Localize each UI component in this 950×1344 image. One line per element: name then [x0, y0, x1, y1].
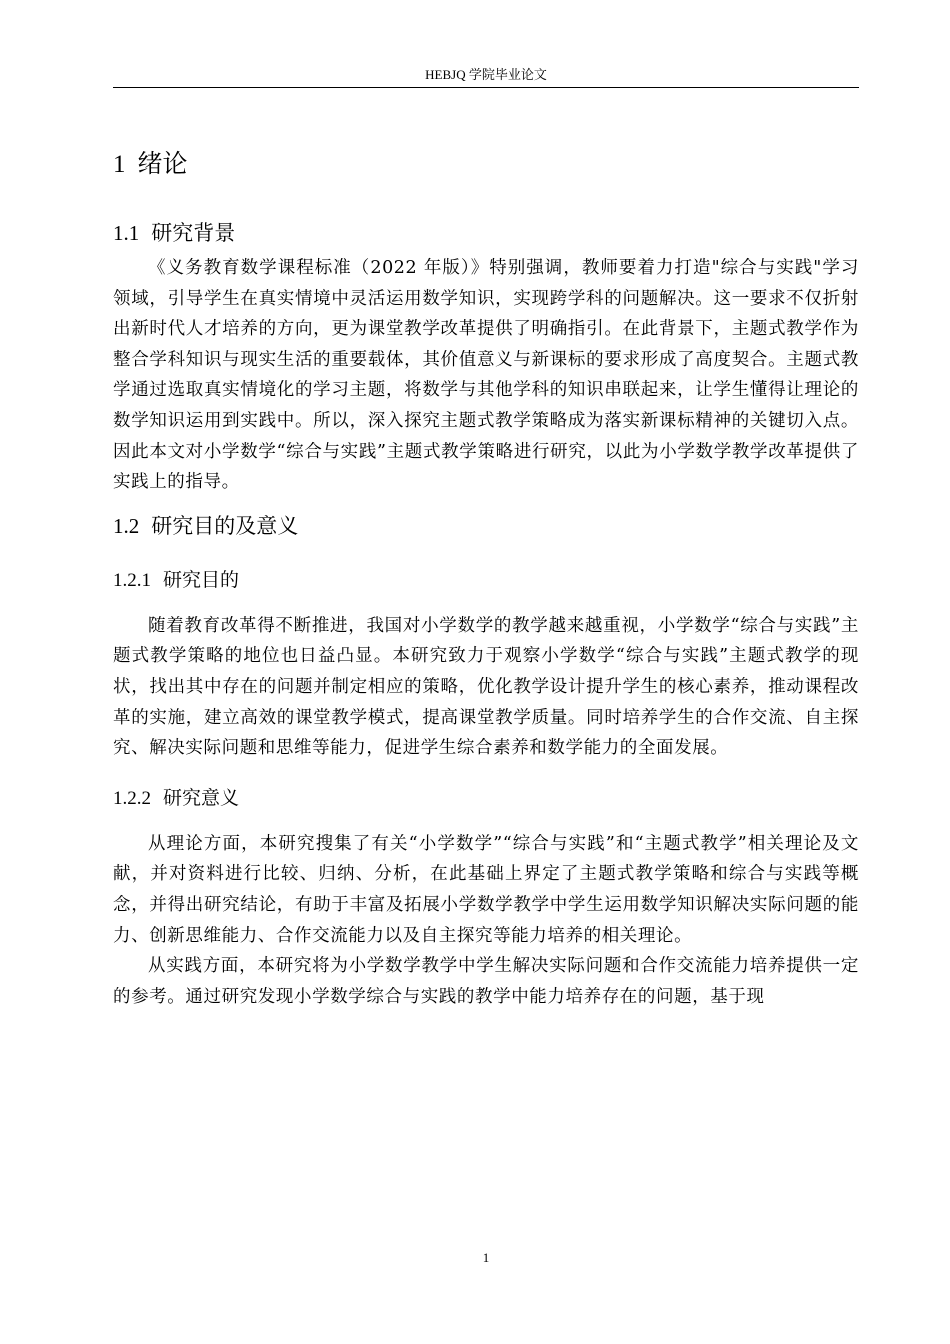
chapter-title-text: 绪论 — [137, 149, 188, 178]
subsection-title-text: 研究目的 — [163, 568, 240, 591]
document-body — [113, 140, 859, 1012]
subsection-title-purpose — [113, 560, 859, 601]
page-number: 1 — [482, 1250, 490, 1265]
section-title-text: 研究背景 — [151, 221, 236, 245]
section-title-background — [113, 213, 859, 253]
subsection-number: 1.2.2 — [113, 787, 151, 809]
section-title-purpose-significance — [113, 506, 859, 546]
paragraph-purpose: 随着教育改革得不断推进，我国对小学数学的教学越来越重视，小学数学“综合与实践”主题式教学策略的地位也日益凸显。本研究致力于观察小学数学“综合与实践”主题式教学的现状，找出其中存在的问题并制定相应的策略，优化教学设计提升学生的核心素养，推动课程改革的实施，建立高效的课堂教学模式，提高课堂教学质量。同时培养学生的合作交流、自主探究、解决实际问题和思维等能力，促进学生综合素养和数学能力的全面发展。 — [113, 615, 859, 759]
section-number: 1.2 — [113, 513, 140, 538]
page-header: HEBJQ 学院毕业论文 — [425, 67, 547, 82]
subsection-title-significance — [113, 778, 859, 819]
paragraph-practical-significance: 从实践方面，本研究将为小学数学教学中学生解决实际问题和合作交流能力培养提供一定的参考。通过研究发现小学数学综合与实践的教学中能力培养存在的问题，基于现 — [113, 956, 859, 1007]
header-rule — [113, 87, 859, 88]
chapter-title — [113, 140, 859, 189]
section-title-text: 研究目的及意义 — [151, 513, 299, 538]
subsection-number: 1.2.1 — [113, 569, 151, 591]
paragraph-theoretical-significance: 从理论方面，本研究搜集了有关“小学数学”“综合与实践”和“主题式教学”相关理论及文献，并对资料进行比较、归纳、分析，在此基础上界定了主题式教学策略和综合与实践等概念，并得出研究结论，有助于丰富及拓展小学数学教学中学生运用数学知识解决实际问题的能力、创新思维能力、合作交流能力以及自主探究等能力培养的相关理论。 — [113, 833, 859, 946]
paragraph-background: 《义务教育数学课程标准（2022 年版）》特别强调，教师要着力打造"综合与实践"学习领域，引导学生在真实情境中灵活运用数学知识，实现跨学科的问题解决。这一要求不仅折射出新时代人才培养的方向，更为课堂教学改革提供了明确指引。在此背景下，主题式教学作为整合学科知识与现实生活的重要载体，其价值意义与新课标的要求形成了高度契合。主题式教学通过选取真实情境化的学习主题，将数学与其他学科的知识串联起来，让学生懂得让理论的数学知识运用到实践中。所以，深入探究主题式教学策略成为落实新课标精神的关键切入点。因此本文对小学数学“综合与实践”主题式教学策略进行研究，以此为小学数学教学改革提供了实践上的指导。 — [113, 258, 859, 493]
chapter-number: 1 — [113, 151, 126, 178]
subsection-title-text: 研究意义 — [163, 786, 240, 809]
section-number: 1.1 — [113, 221, 140, 245]
